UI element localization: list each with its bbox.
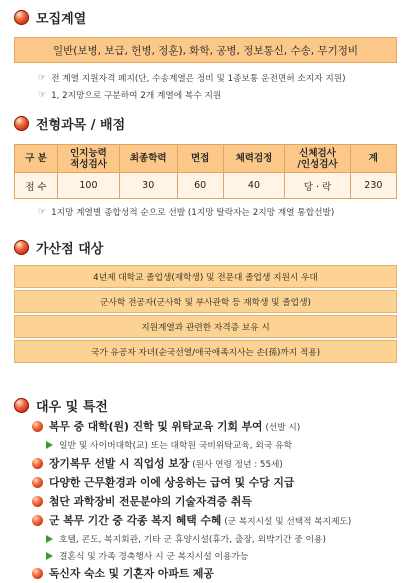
section-bullet-icon xyxy=(14,10,29,25)
bonus-item-text: 국가 유공자 자녀(순국선열/애국애족지사는 손(孫)까지 적용) xyxy=(90,347,321,358)
section-bullet-icon xyxy=(14,398,29,413)
table-cell: 230 xyxy=(350,173,396,199)
section-title-exam xyxy=(14,113,125,133)
exam-note-text: 1지망 계열별 종합성적 순으로 선발 (1지망 탈락자는 2지망 계열 통합선발) xyxy=(51,208,335,218)
benefit-item xyxy=(32,475,294,490)
note-pointer-icon: ☞ xyxy=(38,73,47,83)
benefit-subitem-text: 일반 및 사이버대학(교) 또는 대학원 국비위탁교육, 외국 유학 xyxy=(59,441,293,451)
green-arrow-icon xyxy=(46,552,53,560)
section-title-benefits xyxy=(14,395,108,415)
table-header-row xyxy=(15,145,397,173)
benefit-item xyxy=(32,419,300,434)
bonus-item-text: 군사학 전공자(군사학 및 부사관학 등 재학생 및 졸업생) xyxy=(100,297,311,308)
bonus-item xyxy=(14,315,397,338)
section-title-text: 대우 및 특전 xyxy=(36,399,108,415)
benefit-item xyxy=(32,456,283,471)
benefit-item xyxy=(32,513,351,528)
section-title-bonus xyxy=(14,237,103,257)
section-title-text: 전형과목 / 배점 xyxy=(36,117,126,133)
benefit-bullet-icon xyxy=(32,458,43,469)
benefit-subitem-text: 호텔, 콘도, 복지회관, 기타 군 휴양시설(휴가, 출장, 외박기간 중 이용) xyxy=(59,535,326,545)
recruit-fields-box xyxy=(14,37,397,63)
table-cell: 점 수 xyxy=(15,173,58,199)
benefit-text: 독신자 숙소 및 기혼자 아파트 제공 xyxy=(49,567,214,580)
table-cell: 40 xyxy=(223,173,285,199)
recruit-fields-text: 일반(보병, 보급, 헌병, 정훈), 화학, 공병, 정보통신, 수송, 무기정비 xyxy=(52,44,359,57)
table-header-cell: 면접 xyxy=(177,145,223,173)
benefit-text: 군 복무 기간 중 각종 복지 혜택 수혜 xyxy=(49,514,222,527)
benefit-bullet-icon xyxy=(32,477,43,488)
table-header-cell: 최종학력 xyxy=(119,145,177,173)
benefit-text: 장기복무 선발 시 직업성 보장 xyxy=(49,457,190,470)
bonus-item-text: 지원계열과 관련한 자격증 보유 시 xyxy=(141,322,270,333)
benefit-tail: (원사 연령 정년 : 55세) xyxy=(192,459,283,470)
benefit-text: 다양한 근무환경과 이에 상응하는 급여 및 수당 지급 xyxy=(49,476,295,489)
note-pointer-icon: ☞ xyxy=(38,90,47,100)
recruit-note-2-text: 1, 2지망으로 구분하여 2개 계열에 복수 지원 xyxy=(51,91,222,101)
section-bullet-icon xyxy=(14,240,29,255)
table-cell: 60 xyxy=(177,173,223,199)
benefit-item xyxy=(32,494,252,509)
benefit-bullet-icon xyxy=(32,496,43,507)
table-header-cell: 신체검사 /인성검사 xyxy=(285,145,350,173)
benefit-tail: (선발 시) xyxy=(265,422,301,433)
table-header-cell: 계 xyxy=(350,145,396,173)
green-arrow-icon xyxy=(46,535,53,543)
bonus-item xyxy=(14,265,397,288)
bonus-item xyxy=(14,340,397,363)
section-bullet-icon xyxy=(14,116,29,131)
benefit-subitem xyxy=(46,532,326,545)
benefit-item xyxy=(32,566,214,581)
benefit-text: 복무 중 대학(원) 진학 및 위탁교육 기회 부여 xyxy=(49,420,263,433)
table-row xyxy=(15,173,397,199)
section-title-text: 가산점 대상 xyxy=(36,241,104,257)
section-title-recruit xyxy=(14,7,86,27)
benefit-tail: (군 복지시설 및 선택적 복지제도) xyxy=(224,516,352,527)
benefit-subitem-text: 결혼식 및 가족 경축행사 시 군 복지시설 이용가능 xyxy=(59,552,249,562)
benefit-bullet-icon xyxy=(32,421,43,432)
table-header-cell: 구 분 xyxy=(15,145,58,173)
green-arrow-icon xyxy=(46,441,53,449)
recruit-note-1 xyxy=(38,72,346,84)
benefit-text: 첨단 과학장비 전문분야의 기술자격증 취득 xyxy=(49,495,252,508)
table-header-cell: 체력검정 xyxy=(223,145,285,173)
recruit-note-2 xyxy=(38,89,221,101)
table-cell: 30 xyxy=(119,173,177,199)
bonus-item-text: 4년제 대학교 졸업생(재학생) 및 전문대 졸업생 지원시 우대 xyxy=(93,272,318,283)
table-header-cell: 인지능력 적성검사 xyxy=(58,145,120,173)
recruit-note-1-text: 전 계열 지원자격 폐지(단, 수송계열은 정비 및 1종보통 운전면허 소지자 지원) xyxy=(51,74,346,84)
benefit-subitem xyxy=(46,438,292,451)
benefit-bullet-icon xyxy=(32,568,43,579)
benefit-subitem xyxy=(46,549,249,562)
note-pointer-icon: ☞ xyxy=(38,207,47,217)
table-cell: 당 · 락 xyxy=(285,173,350,199)
bonus-item xyxy=(14,290,397,313)
section-title-text: 모집계열 xyxy=(36,11,87,27)
table-cell: 100 xyxy=(58,173,120,199)
exam-score-table xyxy=(14,144,397,199)
exam-note xyxy=(38,206,334,218)
benefit-bullet-icon xyxy=(32,515,43,526)
